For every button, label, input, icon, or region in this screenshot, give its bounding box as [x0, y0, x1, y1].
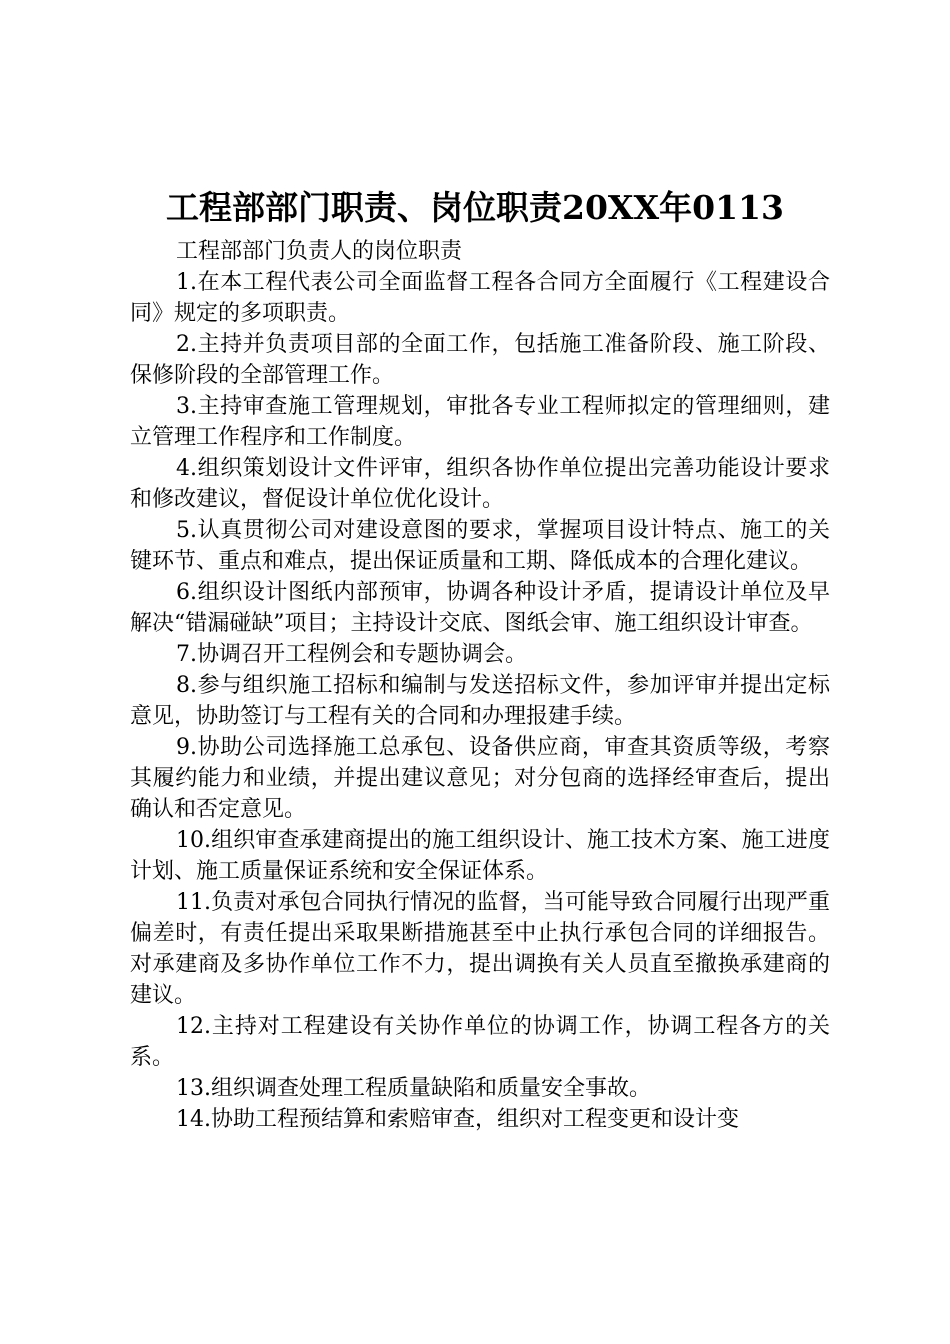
duty-item-9: 9.协助公司选择施工总承包、设备供应商，审查其资质等级，考察其履约能力和业绩，并提出建议意见；对分包商的选择经审查后，提出确认和否定意见。 [130, 735, 830, 822]
section-heading: 工程部部门负责人的岗位职责 [176, 239, 463, 264]
document-body [130, 236, 830, 1135]
duty-item-6: 6.组织设计图纸内部预审，协调各种设计矛盾，提请设计单位及早解决“错漏碰缺”项目；主持设计交底、图纸会审、施工组织设计审查。 [130, 580, 830, 636]
duty-item-11: 11.负责对承包合同执行情况的监督，当可能导致合同履行出现严重偏差时，有责任提出采取果断措施甚至中止执行承包合同的详细报告。对承建商及多协作单位工作不力，提出调换有关人员直至撤换承建商的建议。 [130, 890, 830, 1008]
duty-item-14: 14.协助工程预结算和索赔审查，组织对工程变更和设计变 [176, 1107, 739, 1132]
duty-item-3: 3.主持审查施工管理规划，审批各专业工程师拟定的管理细则，建立管理工作程序和工作制度。 [130, 394, 830, 450]
duty-item-13: 13.组织调查处理工程质量缺陷和质量安全事故。 [176, 1076, 651, 1101]
duty-item-12: 12.主持对工程建设有关协作单位的协调工作，协调工程各方的关系。 [130, 1014, 830, 1070]
duty-item-10: 10.组织审查承建商提出的施工组织设计、施工技术方案、施工进度计划、施工质量保证系统和安全保证体系。 [130, 828, 830, 884]
duty-item-5: 5.认真贯彻公司对建设意图的要求，掌握项目设计特点、施工的关键环节、重点和难点，提出保证质量和工期、降低成本的合理化建议。 [130, 518, 830, 574]
duty-item-4: 4.组织策划设计文件评审，组织各协作单位提出完善功能设计要求和修改建议，督促设计单位优化设计。 [130, 456, 830, 512]
duty-item-1: 1.在本工程代表公司全面监督工程各合同方全面履行《工程建设合同》规定的多项职责。 [130, 270, 830, 326]
duty-item-8: 8.参与组织施工招标和编制与发送招标文件，参加评审并提出定标意见，协助签订与工程有关的合同和办理报建手续。 [130, 673, 830, 729]
duty-item-2: 2.主持并负责项目部的全面工作，包括施工准备阶段、施工阶段、保修阶段的全部管理工作。 [130, 332, 830, 388]
document-title: 工程部部门职责、岗位职责20XX年0113 [166, 188, 784, 227]
duty-item-7: 7.协调召开工程例会和专题协调会。 [176, 642, 527, 667]
